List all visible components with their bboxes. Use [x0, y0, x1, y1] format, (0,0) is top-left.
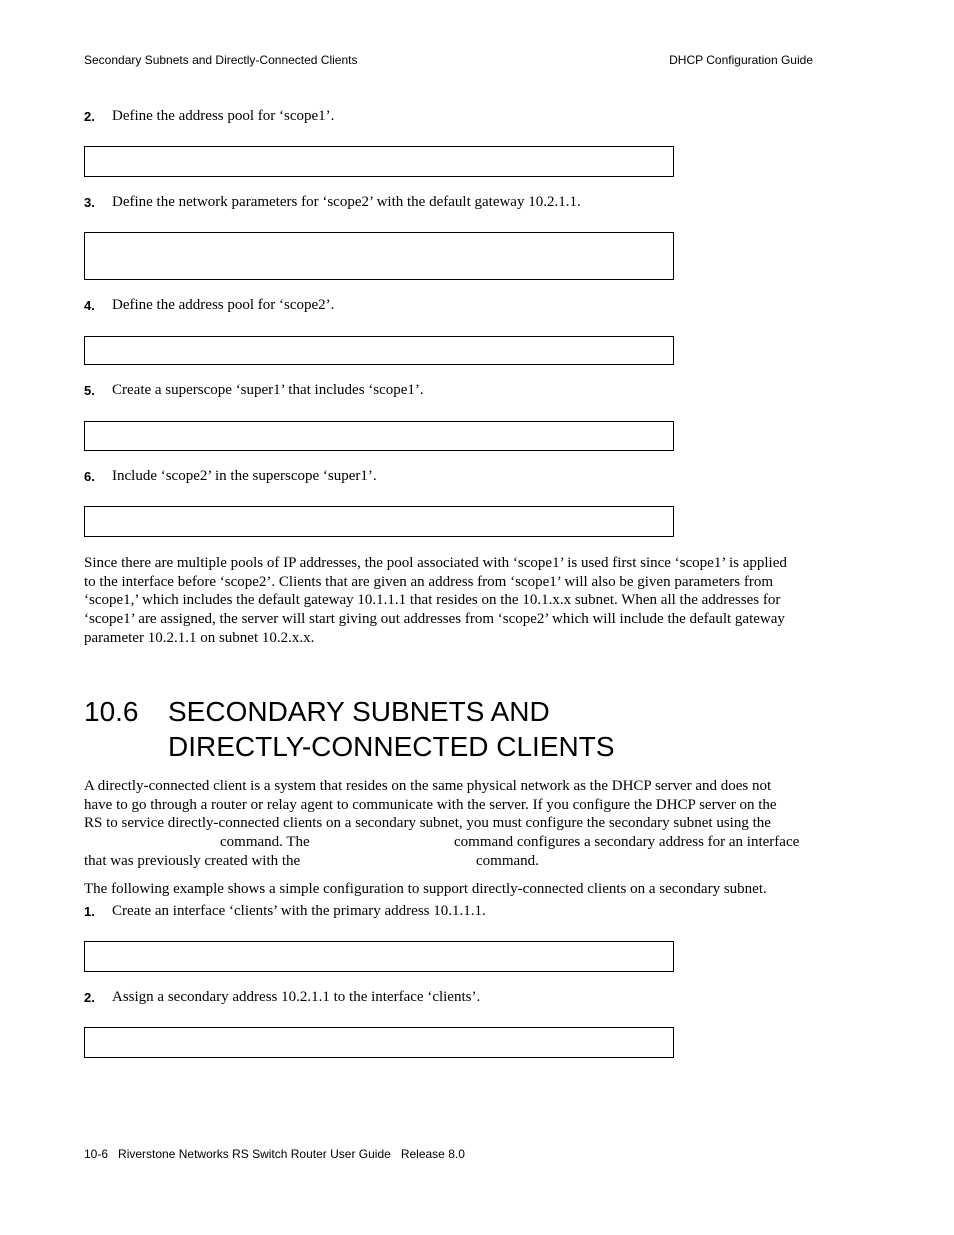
paragraph-line: to the interface before ‘scope2’. Clients that are given an address from ‘scope1’ will also be given parameters from: [84, 573, 774, 590]
body-paragraph: [84, 880, 814, 899]
command-box: [84, 336, 674, 365]
command-box: [84, 421, 674, 451]
paragraph-fragment: that was previously created with the: [84, 852, 301, 869]
paragraph-line: ‘scope1,’ which includes the default gateway 10.1.1.1 that resides on the 10.1.x.x subnet. When all the addresses for: [84, 592, 781, 609]
paragraph-line: [84, 852, 814, 871]
step-text: Define the address pool for ‘scope1’.: [112, 108, 335, 124]
footer-title: Riverstone Networks RS Switch Router User Guide: [118, 1147, 391, 1161]
running-header-left: Secondary Subnets and Directly-Connected Clients: [84, 53, 358, 67]
step-number: 6.: [84, 469, 95, 484]
body-paragraph: [84, 554, 814, 648]
step-text: Create a superscope ‘super1’ that includes ‘scope1’.: [112, 382, 424, 398]
running-header-right: DHCP Configuration Guide: [669, 53, 813, 67]
step-number: 1.: [84, 904, 95, 919]
page-number: 10-6: [84, 1147, 109, 1161]
command-box: [84, 941, 674, 972]
section-title-line1: SECONDARY SUBNETS AND: [168, 696, 550, 727]
paragraph-line: [84, 833, 814, 852]
paragraph-line: ‘scope1’ are assigned, the server will start giving out addresses from ‘scope2’ which will include the default gateway: [84, 611, 785, 628]
paragraph-line: A directly-connected client is a system that resides on the same physical network as the DHCP server and does not: [84, 778, 772, 794]
section-title-line2: DIRECTLY-CONNECTED CLIENTS: [168, 731, 615, 762]
step-text: Include ‘scope2’ in the superscope ‘super1’.: [112, 468, 377, 484]
body-paragraph: [84, 777, 814, 870]
command-box: [84, 232, 674, 280]
paragraph-line: RS to service directly-connected clients on a secondary subnet, you must configure the secondary subnet using the: [84, 815, 771, 832]
step-number: 3.: [84, 195, 95, 210]
step-number: 5.: [84, 383, 95, 398]
command-box: [84, 506, 674, 537]
command-box: [84, 1027, 674, 1058]
step-number: 2.: [84, 109, 95, 124]
step-text: Define the address pool for ‘scope2’.: [112, 297, 335, 313]
paragraph-line: have to go through a router or relay agent to communicate with the server. If you configure the DHCP server on the: [84, 796, 777, 813]
step-text: Assign a secondary address 10.2.1.1 to the interface ‘clients’.: [112, 989, 481, 1005]
command-box: [84, 146, 674, 177]
paragraph-fragment: command.: [476, 852, 539, 869]
paragraph-line: parameter 10.2.1.1 on subnet 10.2.x.x.: [84, 629, 315, 646]
step-text: Create an interface ‘clients’ with the primary address 10.1.1.1.: [112, 903, 486, 919]
paragraph-fragment: command configures a secondary address for an interface: [454, 834, 800, 851]
step-number: 4.: [84, 298, 95, 313]
step-text: Define the network parameters for ‘scope2’ with the default gateway 10.2.1.1.: [112, 194, 581, 210]
page-footer: [84, 1147, 465, 1161]
paragraph-line: Since there are multiple pools of IP addresses, the pool associated with ‘scope1’ is used first since ‘scope1’ is applied: [84, 555, 787, 571]
section-number: 10.6: [84, 696, 139, 727]
paragraph-fragment: command. The: [220, 834, 310, 851]
paragraph-line: The following example shows a simple configuration to support directly-connected clients on a secondary subnet.: [84, 881, 767, 897]
step-number: 2.: [84, 990, 95, 1005]
footer-release: Release 8.0: [400, 1147, 465, 1161]
